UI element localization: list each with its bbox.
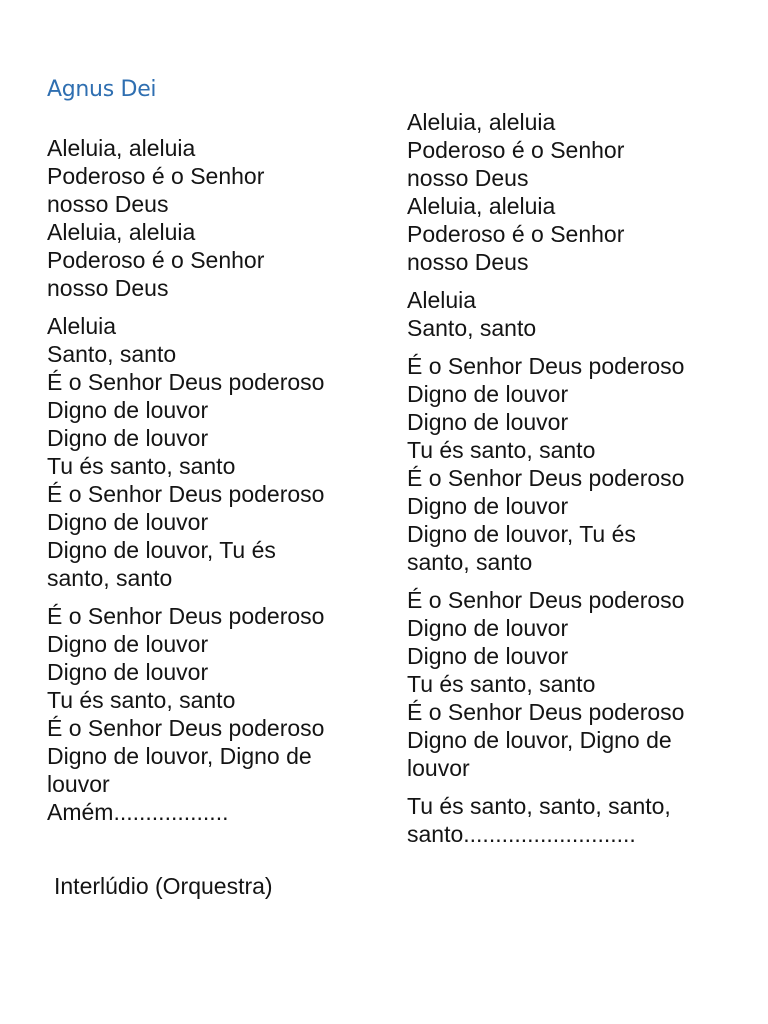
lyric-line: nosso Deus: [407, 249, 529, 275]
lyric-line: Poderoso é o Senhor: [47, 163, 265, 189]
lyrics-left-column: [47, 134, 392, 826]
lyric-line: Digno de louvor: [47, 659, 209, 685]
lyric-line: Digno de louvor: [47, 397, 209, 423]
lyric-line: Amém..................: [47, 799, 229, 825]
lyric-stanza: [407, 108, 752, 276]
lyric-line: Digno de louvor, Tu és: [407, 521, 636, 547]
interlude-note: Interlúdio (Orquestra): [54, 873, 273, 899]
lyric-line: santo, santo: [407, 549, 533, 575]
lyric-line: Aleluia, aleluia: [407, 109, 556, 135]
stanza-gap: [47, 592, 392, 602]
lyric-line: Tu és santo, santo: [407, 437, 596, 463]
lyric-line: É o Senhor Deus poderoso: [407, 699, 685, 725]
lyric-line: É o Senhor Deus poderoso: [47, 603, 325, 629]
lyric-line: É o Senhor Deus poderoso: [407, 465, 685, 491]
lyric-line: louvor: [47, 771, 110, 797]
lyric-line: santo, santo: [47, 565, 173, 591]
lyric-line: louvor: [407, 755, 470, 781]
lyric-line: Digno de louvor: [407, 615, 569, 641]
stanza-gap: [407, 342, 752, 352]
lyric-line: Poderoso é o Senhor: [47, 247, 265, 273]
lyric-stanza: [407, 352, 752, 576]
lyric-line: Aleluia, aleluia: [47, 135, 196, 161]
lyrics-right-column: [407, 108, 752, 848]
lyric-stanza: [407, 792, 752, 848]
lyric-line: santo...........................: [407, 821, 636, 847]
lyric-line: É o Senhor Deus poderoso: [407, 353, 685, 379]
stanza-gap: [47, 302, 392, 312]
lyric-line: É o Senhor Deus poderoso: [407, 587, 685, 613]
page-title: Agnus Dei: [47, 77, 157, 102]
lyric-line: nosso Deus: [407, 165, 529, 191]
lyric-stanza: [47, 602, 392, 826]
lyric-stanza: [407, 586, 752, 782]
lyric-line: Aleluia: [47, 313, 117, 339]
lyric-line: Poderoso é o Senhor: [407, 137, 625, 163]
lyric-line: Digno de louvor, Digno de: [407, 727, 672, 753]
lyric-line: Digno de louvor: [47, 509, 209, 535]
lyric-line: Tu és santo, santo: [47, 687, 236, 713]
lyric-stanza: [407, 286, 752, 342]
stanza-gap: [407, 782, 752, 792]
lyric-line: Digno de louvor: [47, 631, 209, 657]
lyric-line: Tu és santo, santo, santo,: [407, 793, 671, 819]
lyric-line: Tu és santo, santo: [47, 453, 236, 479]
lyric-line: Digno de louvor: [407, 643, 569, 669]
lyric-line: Tu és santo, santo: [407, 671, 596, 697]
lyric-stanza: [47, 312, 392, 592]
lyric-line: nosso Deus: [47, 275, 169, 301]
lyric-line: Digno de louvor: [47, 425, 209, 451]
lyric-line: É o Senhor Deus poderoso: [47, 715, 325, 741]
lyric-line: Aleluia: [407, 287, 477, 313]
stanza-gap: [407, 576, 752, 586]
lyric-line: É o Senhor Deus poderoso: [47, 369, 325, 395]
lyric-line: Aleluia, aleluia: [47, 219, 196, 245]
lyric-line: Santo, santo: [47, 341, 177, 367]
stanza-gap: [407, 276, 752, 286]
lyric-line: Digno de louvor: [407, 381, 569, 407]
lyric-line: Santo, santo: [407, 315, 537, 341]
lyric-line: Digno de louvor: [407, 493, 569, 519]
lyric-line: nosso Deus: [47, 191, 169, 217]
lyric-stanza: [47, 134, 392, 302]
lyric-line: Poderoso é o Senhor: [407, 221, 625, 247]
lyric-line: Digno de louvor, Tu és: [47, 537, 276, 563]
lyric-line: Digno de louvor, Digno de: [47, 743, 312, 769]
lyric-line: Digno de louvor: [407, 409, 569, 435]
lyric-line: É o Senhor Deus poderoso: [47, 481, 325, 507]
lyric-line: Aleluia, aleluia: [407, 193, 556, 219]
